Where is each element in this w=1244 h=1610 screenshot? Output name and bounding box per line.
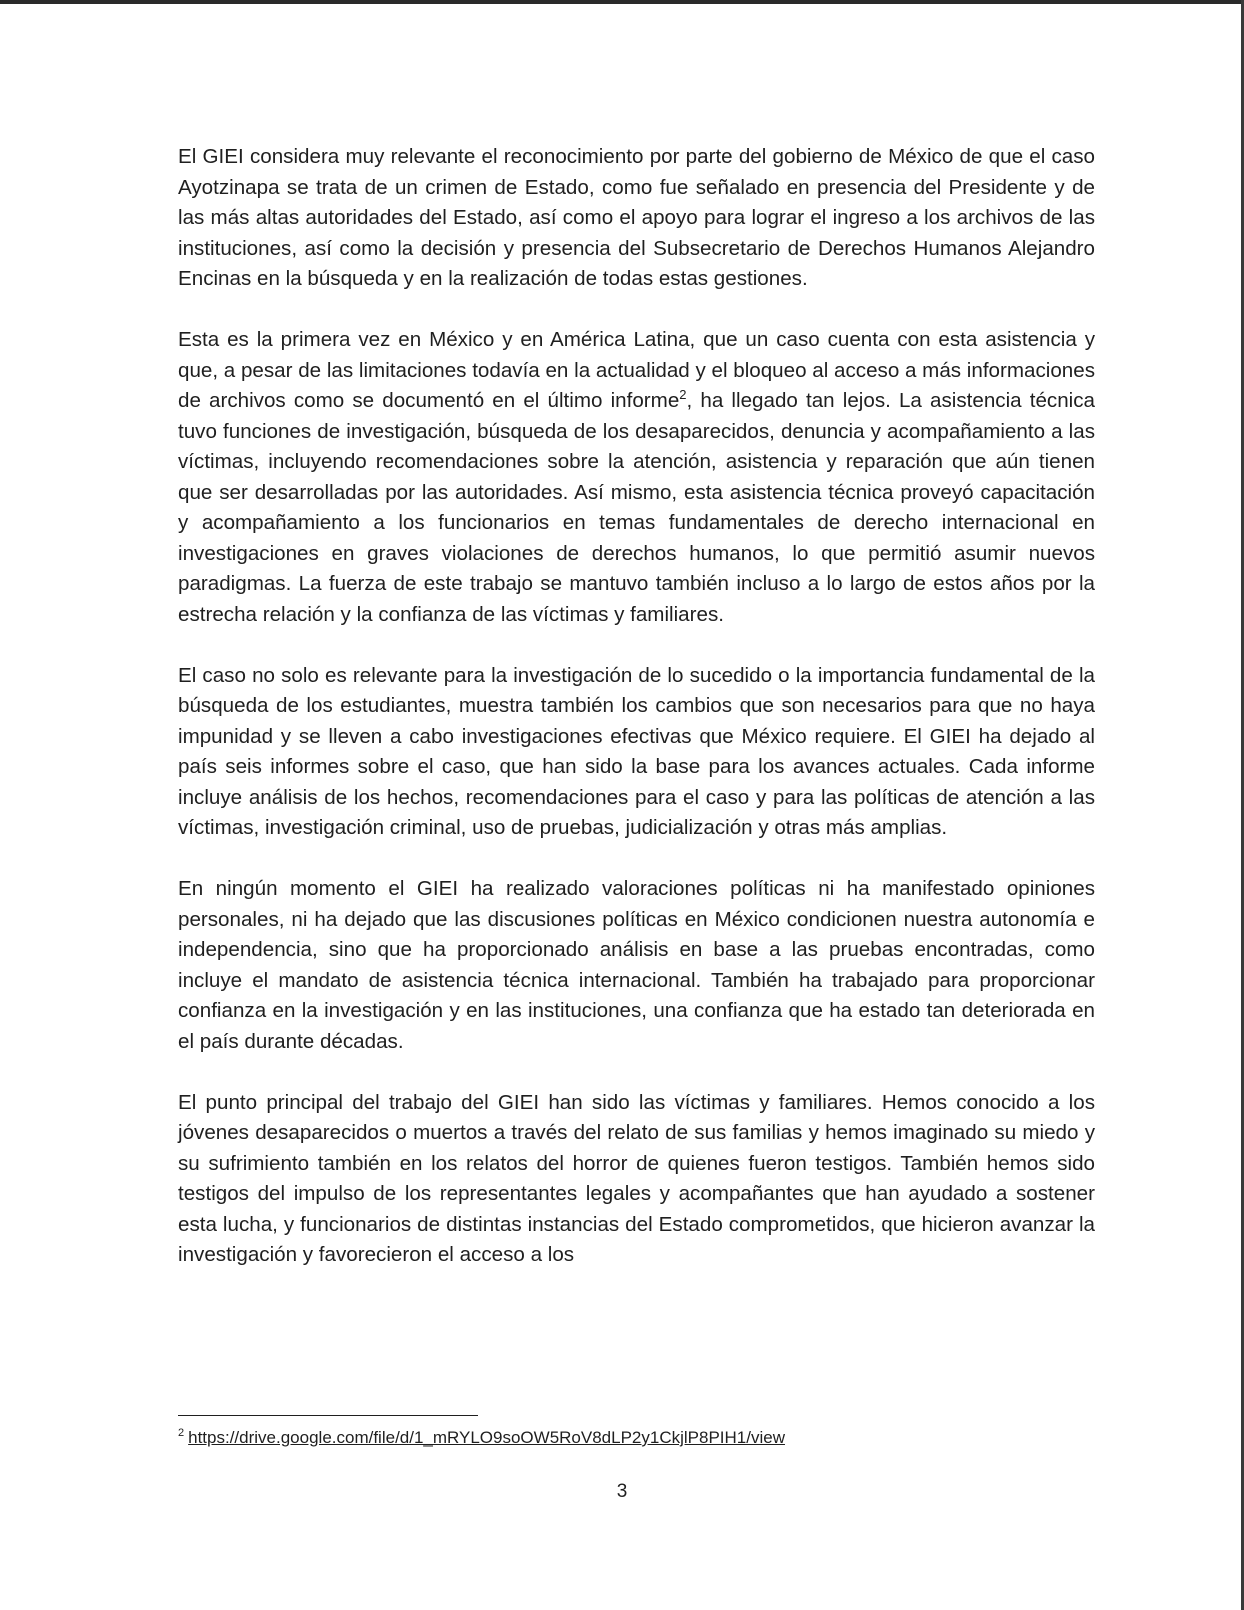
body-text (178, 142, 1095, 1271)
paragraph-3: El caso no solo es relevante para la investigación de lo sucedido o la importancia fundamental de la búsqueda de los estudiantes, muestra también los cambios que son necesarios para que no haya impunidad y se lleven a cabo investigaciones efectivas que México requiere. El GIEI ha dejado al país seis informes sobre el caso, que han sido la base para los avances actuales. Cada informe incluye análisis de los hechos, recomendaciones para el caso y para las políticas de atención a las víctimas, investigación criminal, uso de pruebas, judicialización y otras más amplias. (178, 663, 1095, 839)
paragraph-2-part-2: , ha llegado tan lejos. La asistencia técnica tuvo funciones de investigación, búsqueda de los desaparecidos, denuncia y acompañamiento a las víctimas, incluyendo recomendaciones sobre la atención, asistencia y reparación que aún tienen que ser desarrolladas por las autoridades. Así mismo, esta asistencia técnica proveyó capacitación y acompañamiento a los funcionarios en temas fundamentales de derecho internacional en investigaciones en graves violaciones de derechos humanos, lo que permitió asumir nuevos paradigmas. La fuerza de este trabajo se mantuvo también incluso a lo largo de estos años por la estrecha relación y la confianza de las víctimas y familiares. (178, 389, 1095, 626)
page-number: 3 (616, 1481, 628, 1502)
footnote (178, 1426, 785, 1450)
scan-edge-top (0, 0, 1244, 4)
footnote-reference: 2 (679, 387, 687, 403)
paragraph-2-part-1: Esta es la primera vez en México y en América Latina, que un caso cuenta con esta asistencia y que, a pesar de las limitaciones todavía en la actualidad y el bloqueo al acceso a más informaciones de archivos como se documentó en el último informe (178, 328, 1095, 412)
paragraph-4: En ningún momento el GIEI ha realizado valoraciones políticas ni ha manifestado opiniones personales, ni ha dejado que las discusiones políticas en México condicionen nuestra autonomía e independencia, sino que ha proporcionado análisis en base a las pruebas encontradas, como incluye el mandato de asistencia técnica internacional. También ha trabajado para proporcionar confianza en la investigación y en las instituciones, una confianza que ha estado tan deteriorada en el país durante décadas. (178, 877, 1095, 1053)
footnote-link[interactable]: https://drive.google.com/file/d/1_mRYLO9soOW5RoV8dLP2y1CkjlP8PIH1/view (188, 1428, 785, 1447)
paragraph-5: El punto principal del trabajo del GIEI han sido las víctimas y familiares. Hemos conocido a los jóvenes desaparecidos o muertos a través del relato de sus familias y hemos imaginado su miedo y su sufrimiento también en los relatos del horror de quienes fueron testigos. También hemos sido testigos del impulso de los representantes legales y acompañantes que han ayudado a sostener esta lucha, y funcionarios de distintas instancias del Estado comprometidos, que hicieron avanzar la investigación y favorecieron el acceso a los (178, 1090, 1095, 1266)
footnote-separator (178, 1415, 478, 1416)
paragraph-2 (178, 325, 1095, 630)
paragraph-1: El GIEI considera muy relevante el reconocimiento por parte del gobierno de México de que el caso Ayotzinapa se trata de un crimen de Estado, como fue señalado en presencia del Presidente y de las más altas autoridades del Estado, así como el apoyo para lograr el ingreso a los archivos de las instituciones, así como la decisión y presencia del Subsecretario de Derechos Humanos Alejandro Encinas en la búsqueda y en la realización de todas estas gestiones. (178, 145, 1095, 290)
footnote-mark: 2 (178, 1427, 185, 1440)
